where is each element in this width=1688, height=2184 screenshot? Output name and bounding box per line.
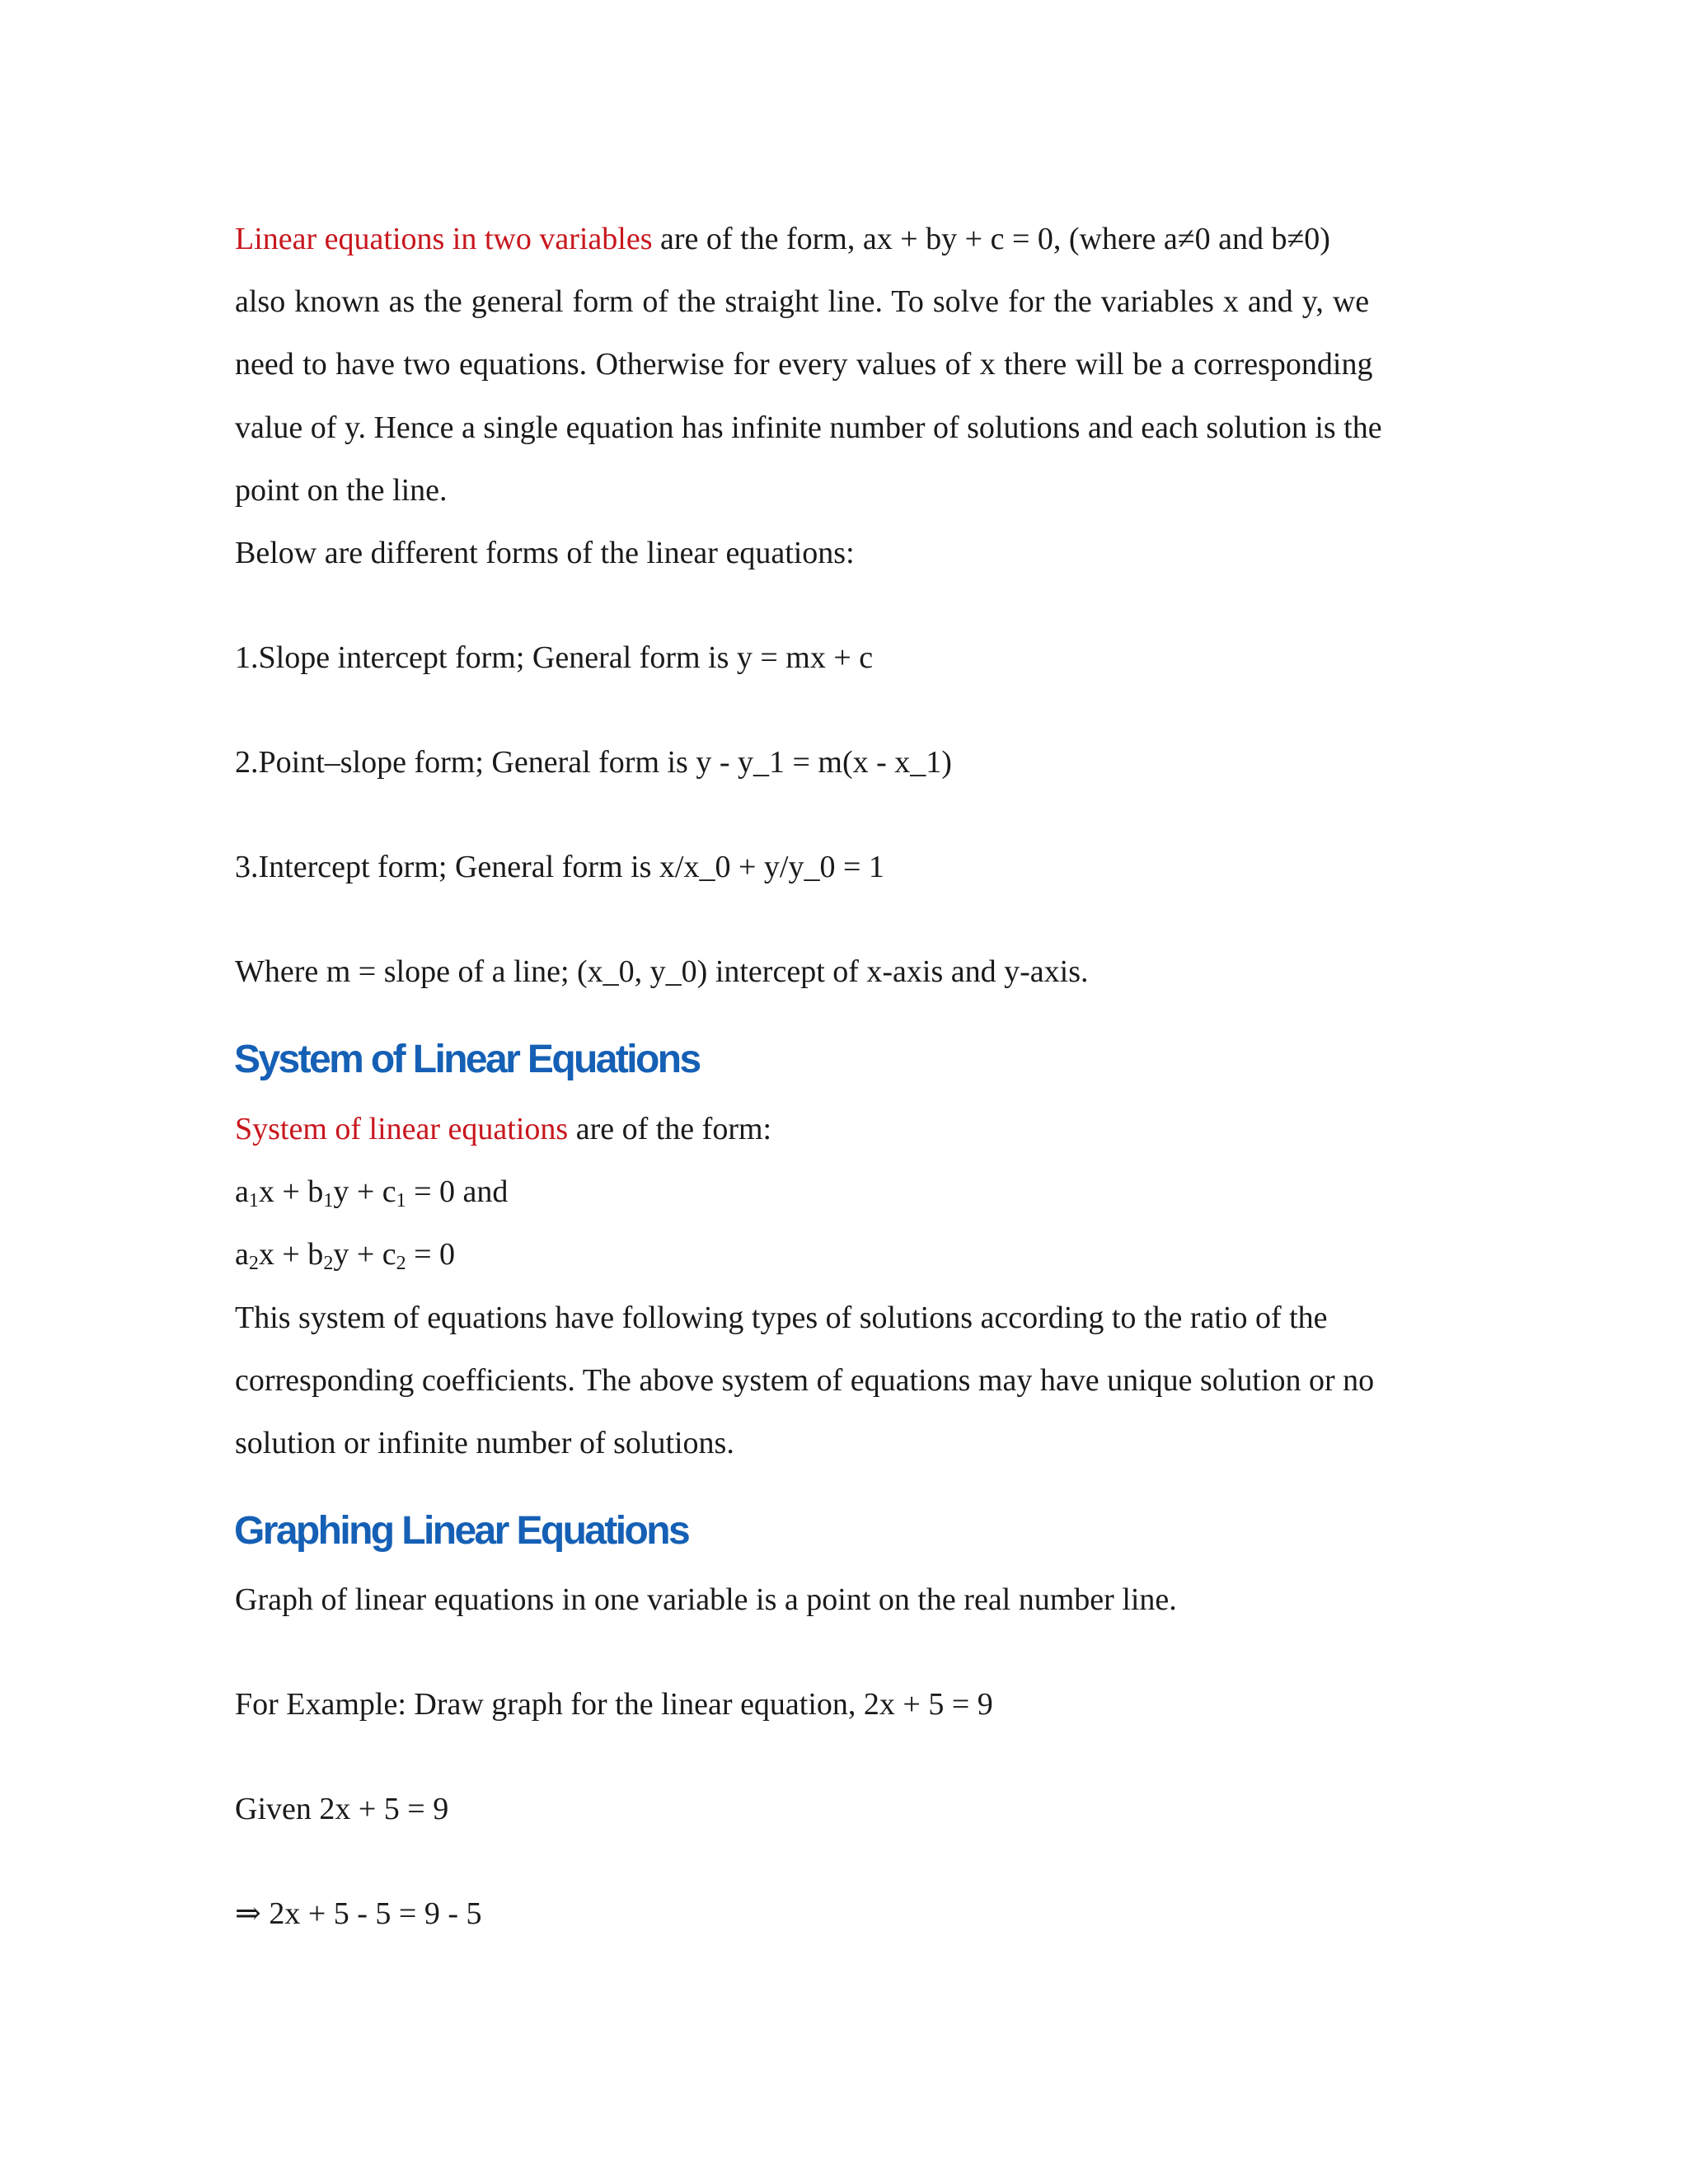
- graphing-line-1: Graph of linear equations in one variable is a point on the real number line.: [235, 1582, 1177, 1617]
- eq2-rest: = 0: [406, 1237, 456, 1272]
- intro-line-1: [235, 220, 1330, 258]
- intro-line-4: value of y. Hence a single equation has infinite number of solutions and each solution is the: [235, 410, 1382, 445]
- graphing-heading: Graphing Linear Equations: [234, 1509, 689, 1553]
- intro-term: Linear equations in two variables: [235, 222, 653, 256]
- intro-line-3: need to have two equations. Otherwise for every values of x there will be a corresponding: [235, 347, 1373, 382]
- eq1-rest: = 0 and: [406, 1174, 509, 1209]
- eq1-coef-b: x + b: [258, 1174, 324, 1209]
- eq2-coef-c: y + c: [333, 1237, 396, 1272]
- eq1-coef-a: a: [235, 1174, 249, 1209]
- eq2-coef-b: x + b: [258, 1237, 324, 1272]
- eq1-sub-b: 1: [323, 1190, 334, 1212]
- system-equation-1: [235, 1173, 508, 1211]
- intro-line-2: also known as the general form of the straight line. To solve for the variables x and y, we: [235, 284, 1370, 319]
- graphing-step: ⇒ 2x + 5 - 5 = 9 - 5: [235, 1896, 482, 1931]
- form-item-intercept: 3.Intercept form; General form is x/x_0 + y/y_0 = 1: [235, 850, 884, 884]
- system-equation-2: [235, 1235, 455, 1273]
- form-item-slope-intercept: 1.Slope intercept form; General form is y = mx + c: [235, 640, 874, 675]
- eq1-coef-c: y + c: [333, 1174, 396, 1209]
- eq2-sub-a: 2: [248, 1253, 259, 1274]
- graphing-example: For Example: Draw graph for the linear equation, 2x + 5 = 9: [235, 1687, 993, 1722]
- system-heading: System of Linear Equations: [234, 1038, 700, 1081]
- system-intro: [235, 1110, 771, 1148]
- eq2-sub-b: 2: [323, 1253, 334, 1274]
- form-item-point-slope: 2.Point–slope form; General form is y - y_1 = m(x - x_1): [235, 745, 952, 780]
- eq2-coef-a: a: [235, 1237, 249, 1272]
- system-term: System of linear equations: [235, 1112, 569, 1146]
- intro-line-1-rest: are of the form, ax + by + c = 0, (where a≠0 and b≠0): [652, 222, 1330, 256]
- eq1-sub-a: 1: [248, 1190, 259, 1212]
- intro-line-6: Below are different forms of the linear equations:: [235, 536, 855, 570]
- where-note: Where m = slope of a line; (x_0, y_0) intercept of x-axis and y-axis.: [235, 954, 1089, 989]
- system-line-3: solution or infinite number of solutions.: [235, 1426, 734, 1460]
- system-line-2: corresponding coefficients. The above system of equations may have unique solution or no: [235, 1363, 1375, 1398]
- eq2-sub-c: 2: [396, 1253, 406, 1274]
- system-line-1: This system of equations have following types of solutions according to the ratio of the: [235, 1301, 1328, 1335]
- system-intro-rest: are of the form:: [568, 1112, 772, 1146]
- intro-line-5: point on the line.: [235, 473, 448, 508]
- graphing-given: Given 2x + 5 = 9: [235, 1792, 449, 1826]
- eq1-sub-c: 1: [396, 1190, 406, 1212]
